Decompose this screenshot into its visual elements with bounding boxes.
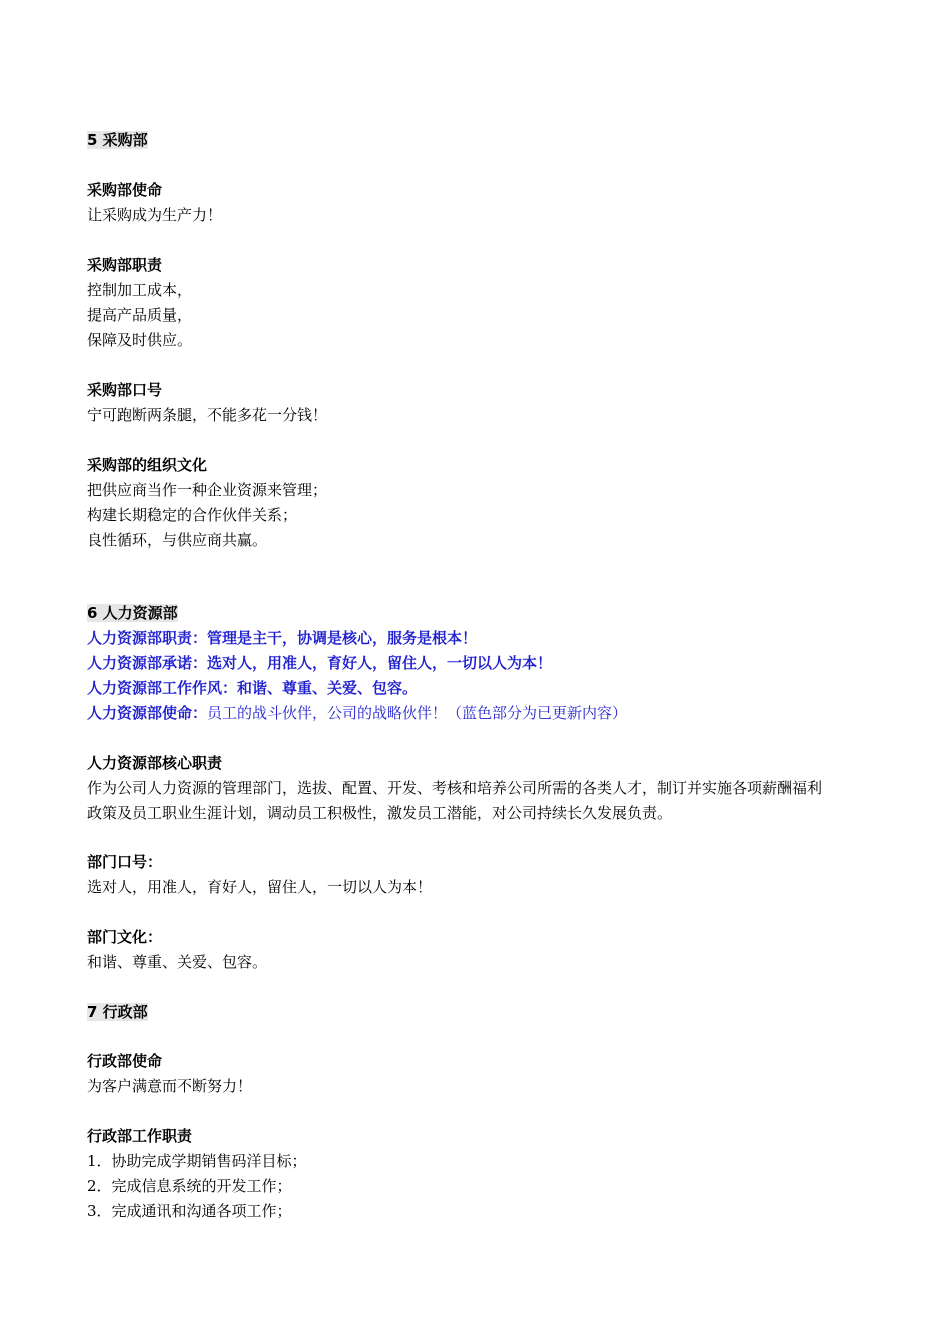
- hr-core-text-line: 政策及员工职业生涯计划，调动员工积极性，激发员工潜能，对公司持续长久发展负责。: [87, 804, 673, 822]
- purchasing-mission-text: 让采购成为生产力！: [87, 206, 223, 224]
- section-6-heading: [87, 603, 178, 623]
- purchasing-duties-heading: 采购部职责: [87, 256, 163, 274]
- purchasing-culture-heading: 采购部的组织文化: [87, 456, 208, 474]
- hr-promise-line: 人力资源部承诺：选对人，用准人，育好人，留住人，一切以人为本！: [87, 654, 553, 672]
- section-title: 6 人力资源部: [87, 604, 178, 622]
- purchasing-mission-heading: 采购部使命: [87, 181, 163, 199]
- hr-core-heading: 人力资源部核心职责: [87, 754, 223, 772]
- hr-slogan-heading: 部门口号：: [87, 853, 163, 871]
- admin-duties-heading: 行政部工作职责: [87, 1127, 193, 1145]
- hr-core-text-line: 作为公司人力资源的管理部门，选拔、配置、开发、考核和培养公司所需的各类人才，制订并实施各项薪酬福利: [87, 779, 823, 797]
- section-title: 5 采购部: [87, 131, 148, 149]
- purchasing-slogan-heading: 采购部口号: [87, 381, 163, 399]
- admin-mission-text: 为客户满意而不断努力！: [87, 1077, 253, 1095]
- section-title: 7 行政部: [87, 1003, 148, 1021]
- purchasing-culture-item: 良性循环，与供应商共赢。: [87, 531, 268, 549]
- admin-mission-heading: 行政部使命: [87, 1052, 163, 1070]
- admin-duty-item: 2．完成信息系统的开发工作；: [87, 1177, 292, 1195]
- purchasing-duty-item: 提高产品质量，: [87, 306, 193, 324]
- hr-mission-line: [87, 703, 627, 723]
- section-5-heading: [87, 130, 148, 150]
- admin-duty-item: 3．完成通讯和沟通各项工作；: [87, 1202, 292, 1220]
- purchasing-slogan-text: 宁可跑断两条腿，不能多花一分钱！: [87, 406, 328, 424]
- purchasing-duty-item: 控制加工成本，: [87, 281, 193, 299]
- section-7-heading: [87, 1002, 148, 1022]
- hr-mission-label: 人力资源部使命：: [87, 704, 208, 722]
- purchasing-culture-item: 把供应商当作一种企业资源来管理；: [87, 481, 328, 499]
- hr-culture-text: 和谐、尊重、关爱、包容。: [87, 953, 268, 971]
- hr-slogan-text: 选对人，用准人，育好人，留住人，一切以人为本！: [87, 878, 433, 896]
- admin-duty-item: 1．协助完成学期销售码洋目标；: [87, 1152, 307, 1170]
- purchasing-culture-item: 构建长期稳定的合作伙伴关系；: [87, 506, 298, 524]
- hr-duty-line: 人力资源部职责：管理是主干，协调是核心，服务是根本！: [87, 629, 478, 647]
- hr-mission-text: 员工的战斗伙伴，公司的战略伙伴！（蓝色部分为已更新内容）: [207, 704, 628, 722]
- hr-culture-heading: 部门文化：: [87, 928, 163, 946]
- hr-style-line: 人力资源部工作作风：和谐、尊重、关爱、包容。: [87, 679, 418, 697]
- purchasing-duty-item: 保障及时供应。: [87, 331, 193, 349]
